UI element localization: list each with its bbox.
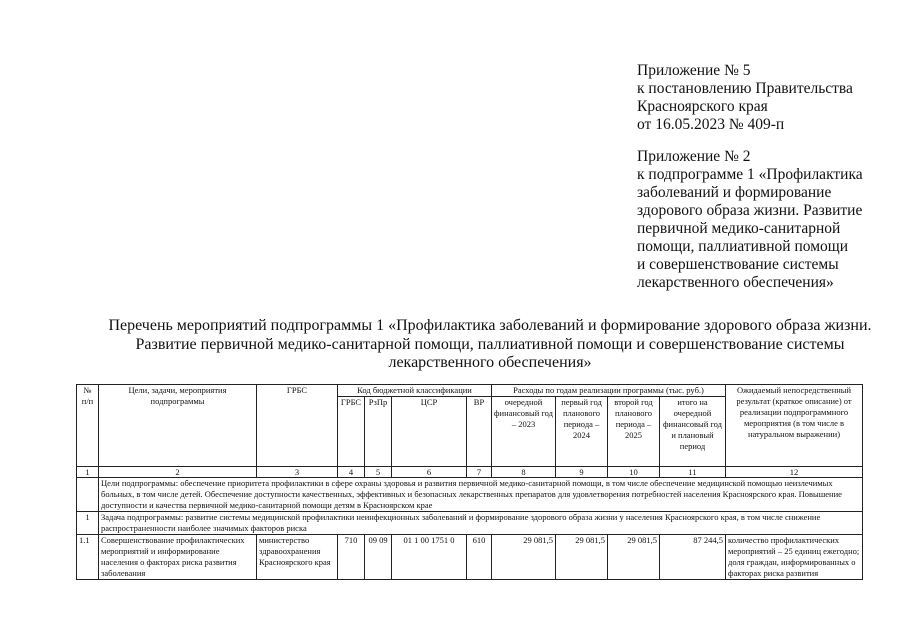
header-result: Ожидаемый непосредственный результат (краткое описание) от реализации подпрограммного мероприятия (в том числе в натуральном выражении)	[726, 385, 863, 467]
appendix-sub-line: здорового образа жизни. Развитие	[637, 202, 863, 219]
header-exp-total: итого на очередной финансовый год и плановый период	[660, 397, 726, 467]
header-exp-2023: очередной финансовый год – 2023	[492, 397, 556, 467]
row-exp-2025: 29 081,5	[608, 535, 660, 580]
row-activity-name: Совершенствование профилактических мероприятий и информирование населения о факторах риска развития заболевания	[99, 535, 257, 580]
appendix-sub-line: лекарственного обеспечения»	[637, 274, 834, 291]
header-code-grbs: ГРБС	[338, 397, 365, 467]
appendix-sub-line: и совершенствование системы	[637, 256, 839, 273]
appendix-main-line: к постановлению Правительства	[637, 80, 853, 97]
row-grbs-name: министерство здравоохранения Красноярского края	[257, 535, 338, 580]
column-number: 9	[556, 467, 608, 478]
appendix-sub-line: Приложение № 2	[637, 148, 751, 165]
header-exp-2025: второй год планового периода – 2025	[608, 397, 660, 467]
table-row	[77, 535, 863, 580]
row-num: 1.1	[77, 535, 99, 580]
header-grbs: ГРБС	[257, 385, 338, 467]
task-text: Задача подпрограммы: развитие системы медицинской профилактики неинфекционных заболеваний и формирование здорового образа жизни у населения Красноярского края, в том числе снижение распространенности наиболее значимых факторов риска	[99, 512, 863, 535]
row-code-rzpr: 09 09	[365, 535, 392, 580]
appendix-sub-line: к подпрограмме 1 «Профилактика	[637, 166, 863, 183]
header-code-vr: ВР	[467, 397, 492, 467]
appendix-main-line: Приложение № 5	[637, 62, 751, 79]
appendix-main-line: Красноярского края	[637, 98, 768, 115]
task-num: 1	[77, 512, 99, 535]
column-number: 3	[257, 467, 338, 478]
header-budget-classification: Код бюджетной классификации	[338, 385, 492, 397]
header-num: № п/п	[77, 385, 99, 467]
column-numbers-row	[77, 467, 863, 478]
column-number: 8	[492, 467, 556, 478]
title-line: Развитие первичной медико-санитарной помощи, паллиативной помощи и совершенствование системы	[135, 335, 845, 353]
column-number: 6	[392, 467, 467, 478]
activities-table	[76, 384, 863, 580]
row-exp-total: 87 244,5	[660, 535, 726, 580]
header-code-csr: ЦСР	[392, 397, 467, 467]
document-title	[70, 317, 910, 373]
header-code-rzpr: РзПр	[365, 397, 392, 467]
row-result: количество профилактических мероприятий – 25 единиц ежегодно; доля граждан, информированных о факторах риска развития	[726, 535, 863, 580]
appendix-sub-block	[637, 148, 863, 292]
appendix-main-line: от 16.05.2023 № 409-п	[637, 116, 785, 133]
appendix-sub-line: первичной медико-санитарной	[637, 220, 841, 237]
column-number: 5	[365, 467, 392, 478]
column-number: 7	[467, 467, 492, 478]
row-exp-2023: 29 081,5	[492, 535, 556, 580]
column-number: 1	[77, 467, 99, 478]
column-number: 4	[338, 467, 365, 478]
row-exp-2024: 29 081,5	[556, 535, 608, 580]
task-row	[77, 512, 863, 535]
column-number: 11	[660, 467, 726, 478]
goal-text: Цели подпрограммы: обеспечение приоритета профилактики в сфере охраны здоровья и развития первичной медико-санитарной помощи, в том числе обеспечение медицинской помощью неизлечимых больных, в том числе детей. Обеспечение доступности качественных, эффективных и безопасных лекарственных препаратов для удовлетворения потребностей населения Красноярского края. Повышение доступности и качества первичной медико-санитарной помощи детям в Красноярском крае	[99, 478, 863, 512]
header-exp-2024: первый год планового периода – 2024	[556, 397, 608, 467]
row-code-vr: 610	[467, 535, 492, 580]
row-code-csr: 01 1 00 1751 0	[392, 535, 467, 580]
goal-row	[77, 478, 863, 512]
column-number: 10	[608, 467, 660, 478]
header-goals: Цели, задачи, мероприятия подпрограммы	[99, 385, 257, 467]
column-number: 12	[726, 467, 863, 478]
goal-num-cell	[77, 478, 99, 512]
appendix-sub-line: заболеваний и формирование	[637, 184, 832, 201]
column-number: 2	[99, 467, 257, 478]
header-expenses: Расходы по годам реализации программы (тыс. руб.)	[492, 385, 726, 397]
title-line: Перечень мероприятий подпрограммы 1 «Профилактика заболеваний и формирование здорового образа жизни.	[108, 317, 872, 334]
title-line: лекарственного обеспечения»	[388, 354, 592, 371]
appendix-sub-line: помощи, паллиативной помощи	[637, 238, 848, 255]
appendix-main-block	[637, 62, 853, 134]
row-code-grbs: 710	[338, 535, 365, 580]
